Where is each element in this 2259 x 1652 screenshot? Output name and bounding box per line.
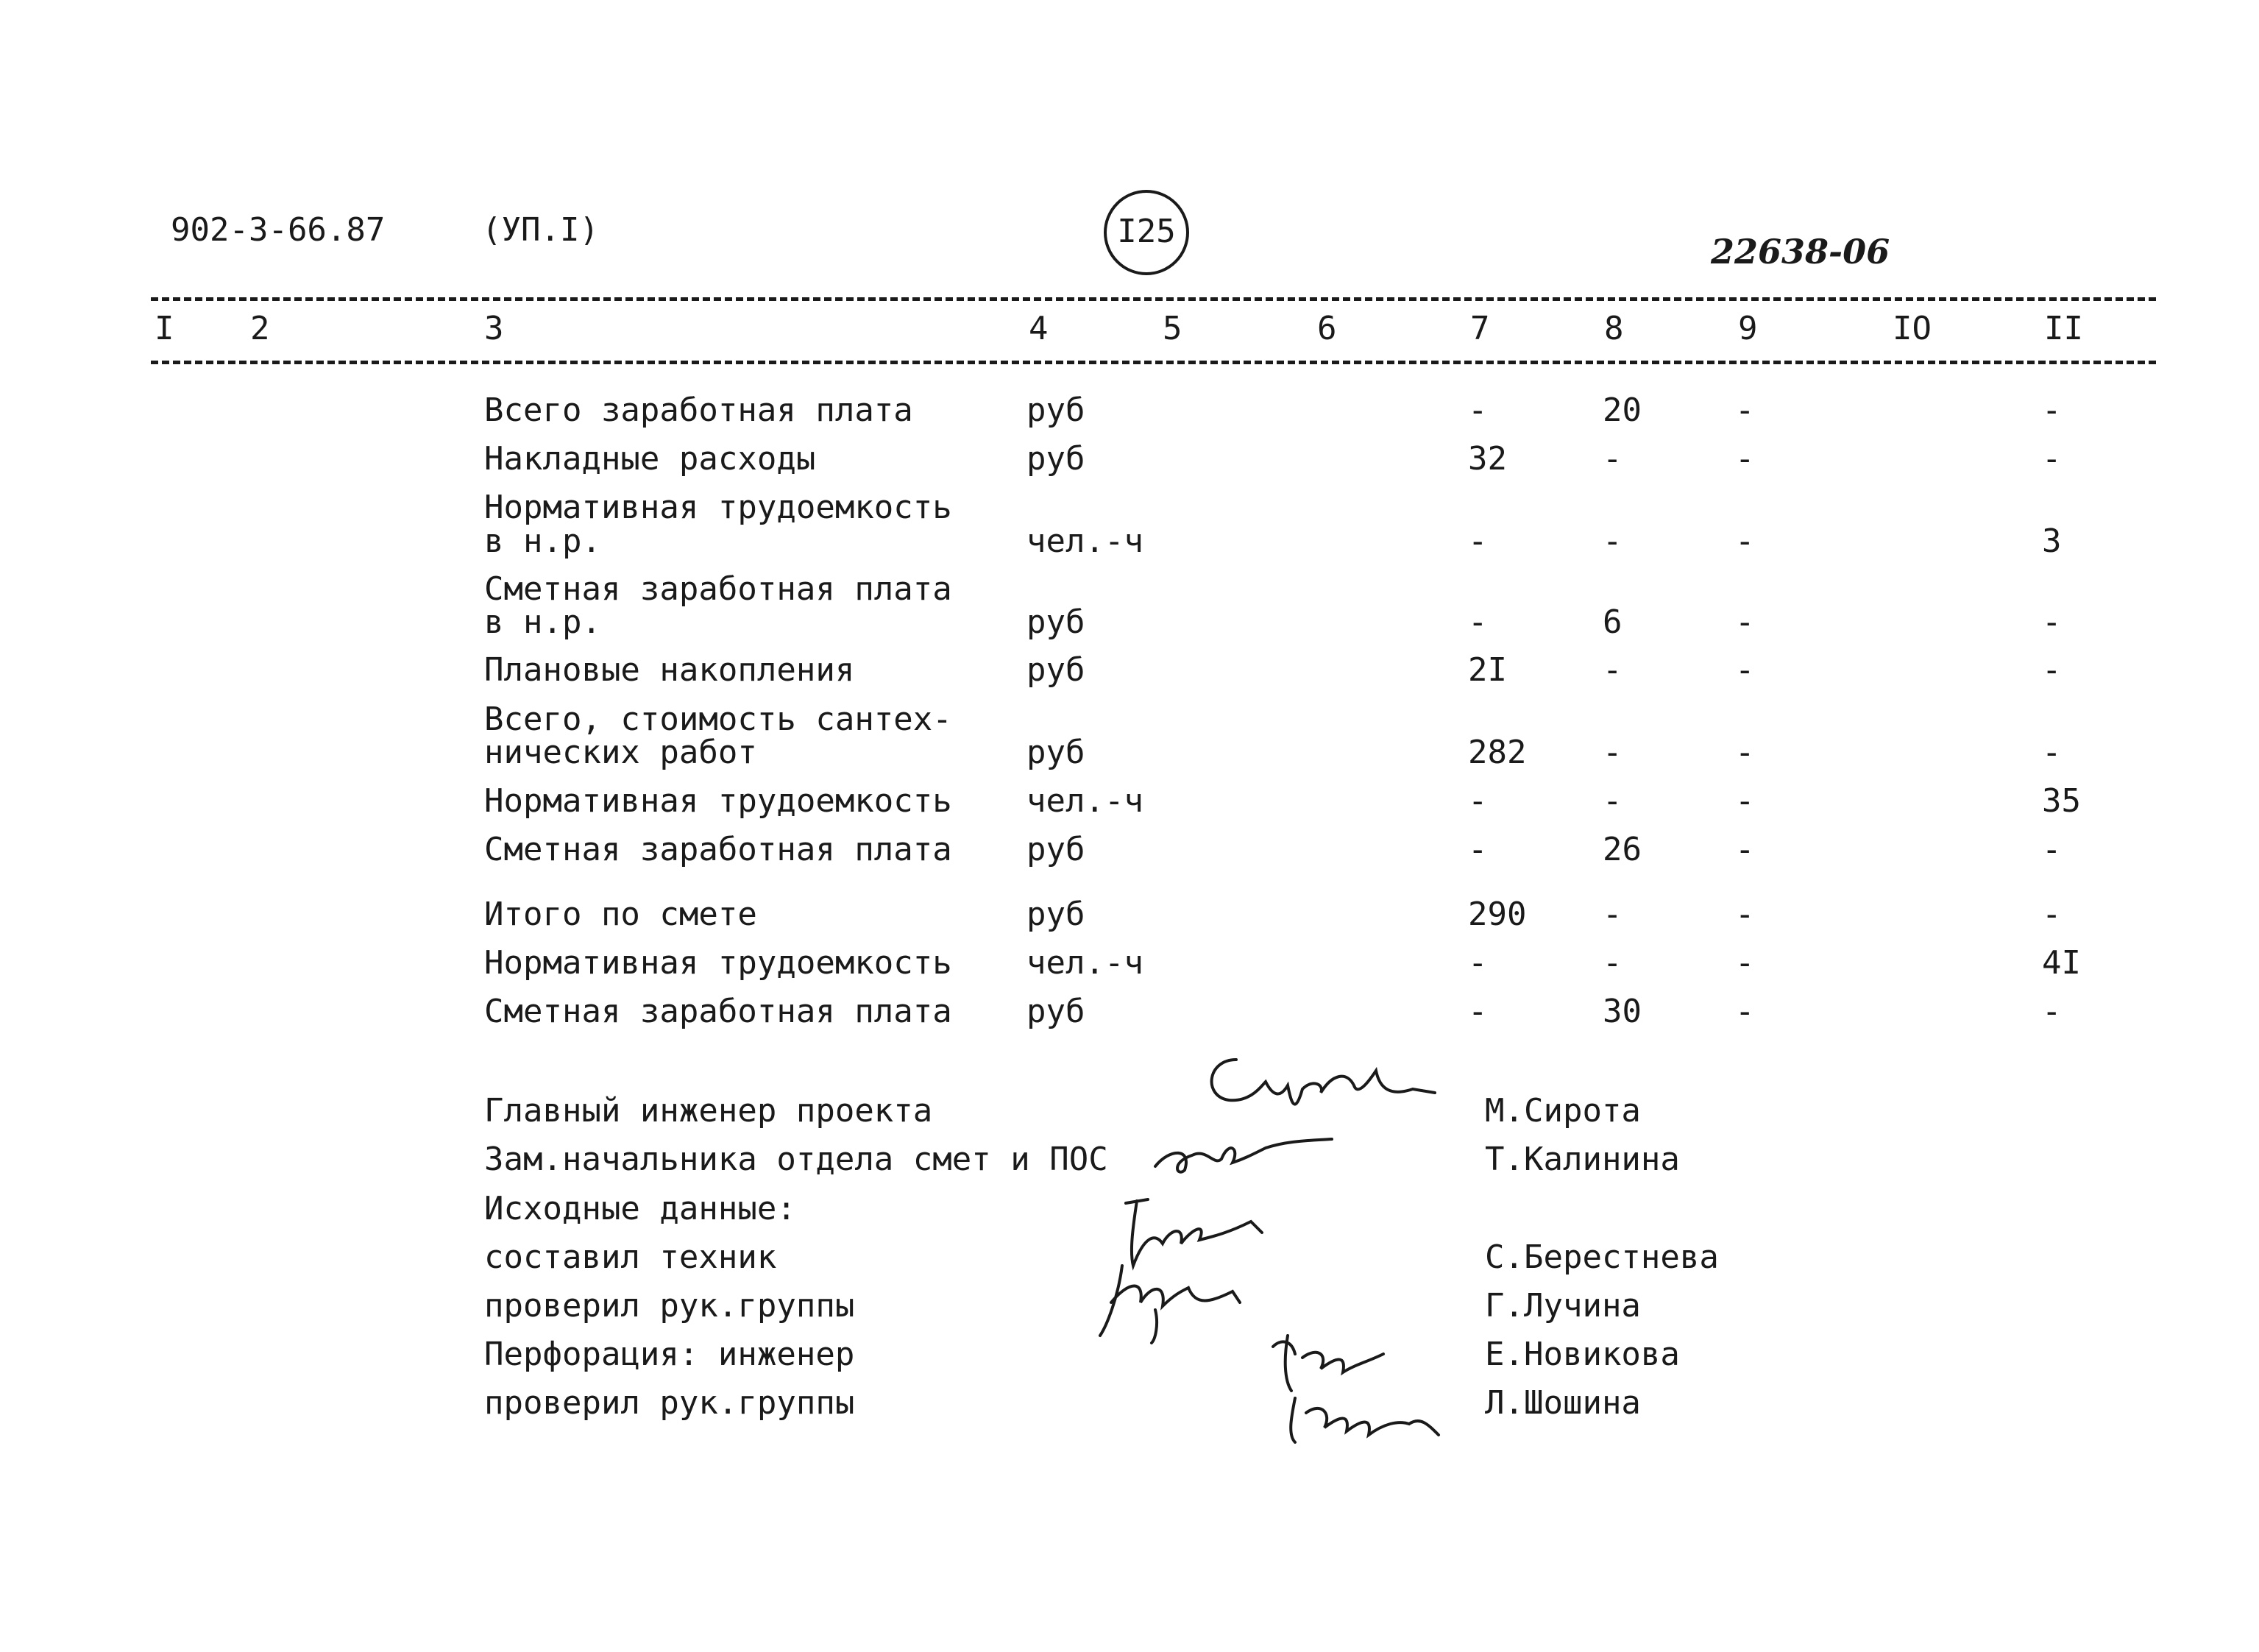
row-col9: - [1735,603,1755,641]
row-description: Нормативная трудоемкость [484,944,952,982]
row-col11: - [2042,651,2062,689]
row-col11: - [2042,831,2062,868]
row-description-cont: нических работ [484,734,757,771]
row-col11: 3 [2042,522,2062,560]
row-col9: - [1735,831,1755,868]
signer-role: проверил рук.группы [484,1384,855,1422]
row-col11: 4I [2042,944,2081,982]
row-col9: - [1735,651,1755,689]
row-description: Сметная заработная плата [484,993,952,1030]
row-col8: 6 [1603,603,1623,641]
row-description-cont: в н.р. [484,522,601,560]
row-col9: - [1735,993,1755,1030]
row-col11: - [2042,993,2062,1030]
col-header-1: I [155,310,174,347]
col-header-3: 3 [484,310,504,347]
row-description: Сметная заработная плата [484,570,952,608]
page-number: I25 [1117,213,1176,250]
signer-name: Т.Калинина [1485,1141,1680,1178]
row-col11: - [2042,896,2062,933]
row-col7: - [1468,782,1488,820]
col-header-6: 6 [1317,310,1337,347]
row-col8: - [1603,651,1623,689]
row-description: Нормативная трудоемкость [484,782,952,820]
col-header-7: 7 [1470,310,1490,347]
row-unit: руб [1026,391,1085,429]
col-header-10: IO [1893,310,1932,347]
row-col7: 282 [1468,734,1527,771]
handwritten-signature-luchina [1085,1251,1255,1347]
header-top-rule [151,297,2156,301]
row-col9: - [1735,391,1755,429]
row-col8: - [1603,522,1623,560]
handwritten-signature-kalinina [1148,1126,1339,1185]
row-col9: - [1735,734,1755,771]
col-header-9: 9 [1738,310,1758,347]
row-unit: чел.-ч [1026,522,1143,560]
row-description: Накладные расходы [484,440,816,478]
row-unit: чел.-ч [1026,782,1143,820]
row-col7: 2I [1468,651,1507,689]
row-unit: руб [1026,896,1085,933]
row-description: Всего заработная плата [484,391,913,429]
row-col9: - [1735,944,1755,982]
row-col8: - [1603,944,1623,982]
handwritten-signature-sirota [1192,1045,1442,1126]
row-col7: 32 [1468,440,1507,478]
col-header-8: 8 [1604,310,1624,347]
row-col8: - [1603,896,1623,933]
row-col9: - [1735,896,1755,933]
row-col7: - [1468,391,1488,429]
stamp-number: 22638-06 [1711,232,1890,272]
row-unit: руб [1026,993,1085,1030]
signer-role: Зам.начальника отдела смет и ПОС [484,1141,1108,1178]
doc-code: 902-3-66.87 [171,211,386,249]
row-description: Сметная заработная плата [484,831,952,868]
row-unit: руб [1026,734,1085,771]
row-col11: - [2042,440,2062,478]
col-header-5: 5 [1163,310,1182,347]
row-description: Всего, стоимость сантех- [484,701,952,738]
row-col7: - [1468,993,1488,1030]
handwritten-signature-shoshina [1280,1383,1450,1450]
row-col7: - [1468,831,1488,868]
row-col11: 35 [2042,782,2081,820]
row-col9: - [1735,440,1755,478]
album-number: (УП.I) [482,211,599,249]
signer-role: Исходные данные: [484,1190,796,1227]
row-col11: - [2042,603,2062,641]
signer-role: Главный инженер проекта [484,1092,933,1130]
row-col7: - [1468,944,1488,982]
row-col8: - [1603,734,1623,771]
signer-name: Г.Лучина [1485,1287,1641,1325]
row-col8: 30 [1603,993,1642,1030]
row-col9: - [1735,782,1755,820]
row-col11: - [2042,734,2062,771]
signer-role: составил техник [484,1238,777,1276]
col-header-4: 4 [1029,310,1049,347]
row-col8: 26 [1603,831,1642,868]
signer-role: проверил рук.группы [484,1287,855,1325]
row-unit: руб [1026,603,1085,641]
page-number-circle [1104,190,1189,275]
signer-name: М.Сирота [1485,1092,1641,1130]
row-description-cont: в н.р. [484,603,601,641]
header-bottom-rule [151,361,2156,364]
row-col9: - [1735,522,1755,560]
col-header-2: 2 [250,310,270,347]
row-unit: руб [1026,440,1085,478]
signer-name: Е.Новикова [1485,1336,1680,1373]
row-description: Нормативная трудоемкость [484,489,952,526]
row-description: Плановые накопления [484,651,855,689]
row-unit: руб [1026,831,1085,868]
row-col8: - [1603,782,1623,820]
row-col8: - [1603,440,1623,478]
row-col8: 20 [1603,391,1642,429]
row-unit: чел.-ч [1026,944,1143,982]
row-col11: - [2042,391,2062,429]
signer-role: Перфорация: инженер [484,1336,855,1373]
row-col7: - [1468,603,1488,641]
col-header-11: II [2044,310,2083,347]
signer-name: Л.Шошина [1485,1384,1641,1422]
row-col7: 290 [1468,896,1527,933]
row-unit: руб [1026,651,1085,689]
signer-name: С.Берестнева [1485,1238,1719,1276]
row-col7: - [1468,522,1488,560]
row-description: Итого по смете [484,896,757,933]
